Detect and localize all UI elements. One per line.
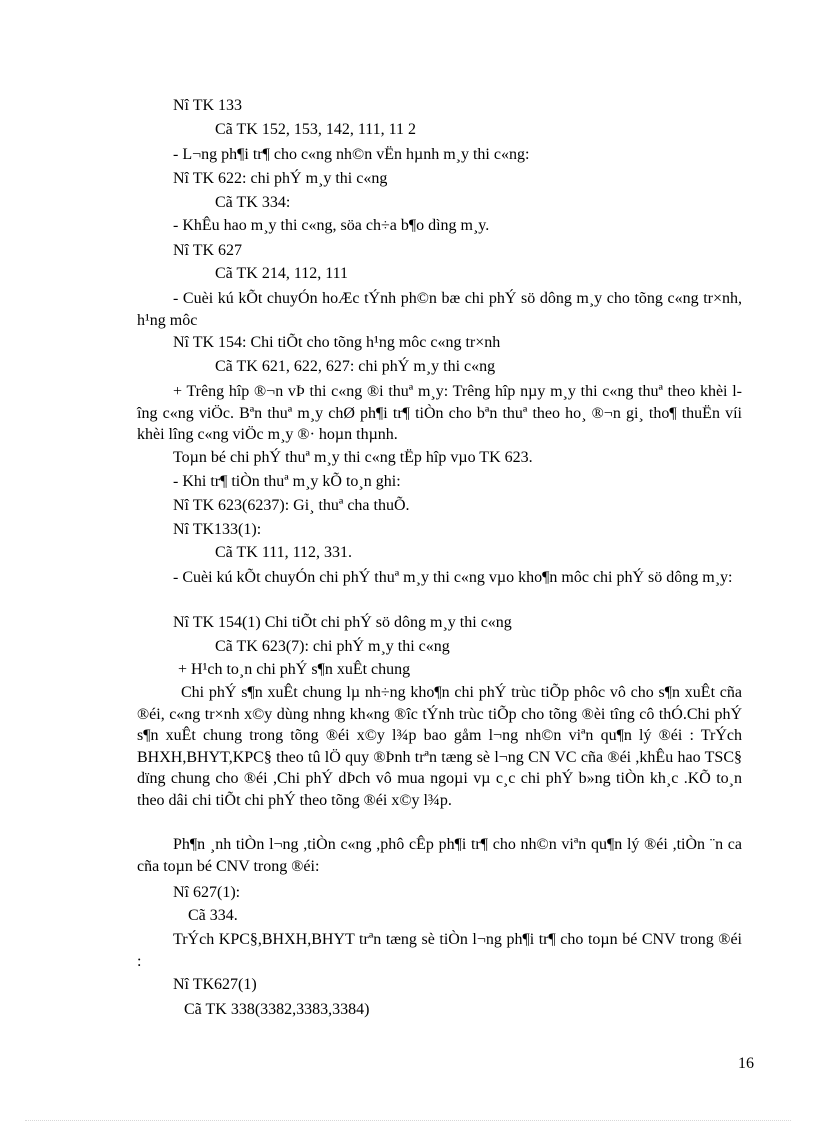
paragraph-staff-salary: Ph¶n ¸nh tiÒn l¬ng ,tiÒn c«ng ,phô cÊp ph¶i tr¶ cho nh©n viªn qu¶n lý ®éi ,tiÒn ¨n ca cña toµn bé CNV trong ®éi: <box>137 836 742 875</box>
entry-credit-tk338: Cã TK 338(3382,3383,3384) <box>184 1001 370 1018</box>
entry-debit-tk1541: Nî TK 154(1) Chi tiÕt chi phÝ sö dông m¸y thi c«ng <box>173 614 512 631</box>
paragraph-rental-transfer: - Cuèi kú kÕt chuyÓn chi phÝ thuª m¸y thi c«ng vµo kho¶n môc chi phÝ sö dông m¸y: <box>173 569 733 586</box>
page-number: 16 <box>738 1055 754 1072</box>
paragraph-general-production-costs: Chi phÝ s¶n xuÊt chung lµ nh÷ng kho¶n chi phÝ trùc tiÕp phôc vô cho s¶n xuÊt cña ®éi, c«ng tr×nh x©y dùng nhng kh«ng ®îc tÝnh trùc tiÕp cho tõng ®èi tîng cô thÓ.Chi phÝ s¶n xuÊt chung trong tõng ®éi x©y l¾p bao gåm l¬ng nh©n viªn qu¶n lý ®éi : TrÝch BHXH,BHYT,KPC§ theo tû lÖ quy ®Þnh trªn tæng sè l¬ng CN VC cña ®éi ,khÊu hao TSC§ dïng chung cho ®éi ,Chi phÝ dÞch vô mua ngoµi vµ c¸c chi phÝ b»ng tiÒn kh¸c .KÕ to¸n theo dâi chi tiÕt chi phÝ theo tõng ®éi x©y l¾p. <box>137 684 742 809</box>
paragraph-machine-rental: + Trêng hîp ®¬n vÞ thi c«ng ®i thuª m¸y: Trêng hîp nµy m¸y thi c«ng thuª theo khèi lîng c«ng viÖc. Bªn thuª m¸y chØ ph¶i tr¶ tiÒn cho bªn thuª theo ho¸ ®¬n gi¸ tho¶ thuËn víi khèi lîng c«ng viÖc m¸y ®· hoµn thµnh. <box>137 383 742 443</box>
entry-debit-tk6237: Nî TK 623(6237): Gi¸ thuª cha thuÕ. <box>173 497 410 514</box>
entry-credit-334: Cã 334. <box>188 907 238 924</box>
text-rental-payment: - Khi tr¶ tiÒn thuª m¸y kÕ to¸n ghi: <box>173 473 401 490</box>
entry-debit-6271: Nî 627(1): <box>173 884 241 901</box>
text-rental-total-tk623: Toµn bé chi phÝ thuª m¸y thi c«ng tËp hîp vµo TK 623. <box>173 449 533 466</box>
entry-credit-tk334: Cã TK 334: <box>215 194 291 211</box>
page-bottom-divider <box>25 1120 791 1121</box>
paragraph-insurance-deductions: TrÝch KPC§,BHXH,BHYT trªn tæng sè tiÒn l¬ng ph¶i tr¶ cho toµn bé CNV trong ®éi : <box>137 931 742 970</box>
entry-debit-tk133: Nî TK 133 <box>173 97 243 114</box>
section-heading-general-costs: + H¹ch to¸n chi phÝ s¶n xuÊt chung <box>178 661 411 678</box>
entry-debit-tk622: Nî TK 622: chi phÝ m¸y thi c«ng <box>173 170 388 187</box>
entry-credit-tk621: Cã TK 621, 622, 627: chi phÝ m¸y thi c«ng <box>215 358 496 375</box>
entry-debit-tk1331: Nî TK133(1): <box>173 521 262 538</box>
text-salary-machine-workers: - L¬ng ph¶i tr¶ cho c«ng nh©n vËn hµnh m¸y thi c«ng: <box>173 146 530 163</box>
entry-credit-tk214: Cã TK 214, 112, 111 <box>215 265 349 282</box>
entry-credit-tk152: Cã TK 152, 153, 142, 111, 11 2 <box>215 121 417 138</box>
text-depreciation: - KhÊu hao m¸y thi c«ng, söa ch÷a b¶o dìng m¸y. <box>173 217 490 234</box>
entry-credit-tk111: Cã TK 111, 112, 331. <box>215 544 353 561</box>
entry-debit-tk154: Nî TK 154: Chi tiÕt cho tõng h¹ng môc c«ng tr×nh <box>173 334 501 351</box>
entry-debit-tk6271: Nî TK627(1) <box>173 976 257 993</box>
paragraph-period-end-transfer: - Cuèi kú kÕt chuyÓn hoÆc tÝnh ph©n bæ chi phÝ sö dông m¸y cho tõng c«ng tr×nh, h¹ng môc <box>137 290 742 329</box>
entry-credit-tk6237: Cã TK 623(7): chi phÝ m¸y thi c«ng <box>215 638 450 655</box>
entry-debit-tk627: Nî TK 627 <box>173 242 243 259</box>
